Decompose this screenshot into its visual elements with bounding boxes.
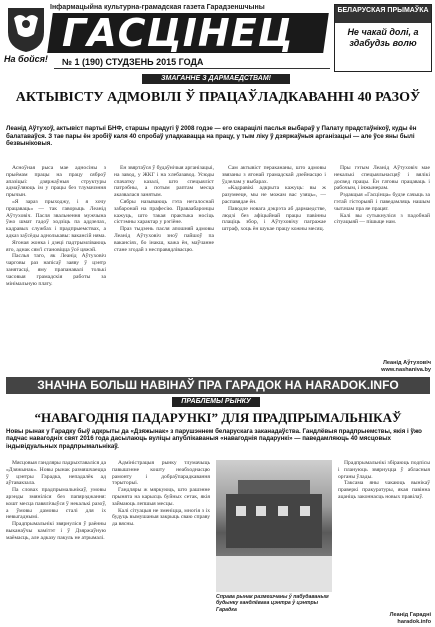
article2-author: Леанід Гарадні haradok.info	[389, 612, 431, 625]
article1-author: Леанід Аўтуховіч www.nashaniva.by	[381, 360, 431, 373]
proverb-header: БЕЛАРУСКАЯ ПРЫМАЎКА	[335, 5, 431, 23]
paragraph: «Кадравікі адкрыта кажуць: вы ж разумееце, мы не можам вас узяць», — распавядае ён.	[222, 185, 326, 205]
paragraph: Калі сітуацыя не зменіцца, многія з іх будуць вымушаныя закрыць сваю справу да вясны.	[112, 507, 210, 528]
paragraph: Па словах прадпрымальнікаў, умовы арэнды змяніліся без папярэджання: кошт месца павялічыўся ў некалькі разоў, а ўмовы дамовы сталі для іх невыгаднымі.	[6, 487, 106, 521]
article1-lede: Леанід Аўтухоў, актывіст партыі БНФ, старшы прадугі ў 2008 годзе — его скарацілі паслья выбараў у Палату прадстаўнікоў, куды ён балатаваўся. З тае пары ён зробіў каля 40 спробаў уладкавацца на працу, у тым ліку ў дзяржаўныя арганізацыі — але ўсе яны былі безвыніковыя.	[6, 125, 417, 148]
website-promo-bar: ЗНАЧНА БОЛЬШ НАВІНАЎ ПРА ГАРАДОК НА HARADOK.INFO	[6, 377, 430, 394]
paragraph: Мясцовыя гандляры падрыхтаваліся да «Дзяжынак». Новы рынак размяшчаецца ў цэнтры Гарадка, непадалёк ад аўтавакзала.	[6, 460, 106, 487]
article2-headline: “НАВАГОДНІЯ ПАДАРУНКІ” ДЛЯ ПРАДПРЫМАЛЬНІКАЎ	[34, 410, 402, 425]
article2-lede: Новы рынак у Гарадку быў адкрыты да «Дзяжынак» з парушэннем беларускага заканадаўства. Гандлёвыя прадпрыемствы, якія і ўжо падчас навагодніх свят 2016 года дасылаюць вуліцы апублікаваныя «навагоднія падарункі» — паведамляюць 40 мясцовых індывідуальных прадпрымальнікаў.	[6, 428, 422, 450]
paragraph: Пры гэтым Леанід Аўтуховіч мае некалькі спецыяльнасцяў і вялікі досвед працы. Ён гатовы працаваць і рабочым, і інжынерам.	[334, 165, 430, 192]
article2-column-2	[112, 460, 210, 624]
photo-building	[226, 494, 322, 548]
paragraph: Праз тыдзень пасля апошняй адмовы Леанід Аўтуховіч зноў пайшоў па вакансіях, бо інакш, кажа ён, маўчанне стане згодай з несправядлівасцю.	[114, 226, 214, 253]
photo-caption: Справа рынак размешчаны ў пабудаваным будынку гандлёвага цэнтра ў цэнтры Гарадка	[216, 594, 329, 613]
masthead-motto: На бойся!	[4, 54, 48, 64]
paragraph: Таксама яны чакаюць вынікаў праверкі пракуратуры, якая павінна ацаніць законнасць новых правілаў.	[338, 480, 430, 500]
article2-column-1	[6, 460, 106, 624]
paragraph: Гандляры ж мяркуюць, што рашэнне прынята на карысць буйных сетак, якія займаюць лепшыя месцы.	[112, 487, 210, 507]
article1-column-2	[114, 165, 214, 375]
paragraph: Асноўная рыса мае адносіны з прыёмам працы на працу сяброў апазіцыі: дзяржаўныя структуры адмаўляюць ім у працы без тлумачэння прычын.	[6, 165, 106, 199]
paragraph: Ягоная жонка і дзеці падтрымліваюць яго, аднак сям'і становіцца ўсё цяжэй.	[6, 239, 106, 253]
paragraph: Паводле новага дэкрэта аб дармаедстве, людзі без афіцыйнай працы павінны плаціць збор, і Аўтуховічу пагражае штраф, хоць ён шукае працу кожны месяц.	[222, 205, 326, 233]
paragraph: Калі вы сутыкнуліся з падобнай сітуацыяй — пішыце нам.	[334, 212, 430, 226]
photo-window	[236, 506, 246, 516]
paragraph: Рэдакцыя «Гасцінца» будзе сачыць за гэтай гісторыяй і паведамляць нашым чытачам пра яе працяг.	[334, 192, 430, 212]
proverb-slogan: Не чакай долі, а здабудзь волю	[347, 27, 419, 48]
section-banner: ЗМАГАННЕ З ДАРМАЕДСТВАМ!	[142, 74, 290, 84]
proverb-box	[334, 4, 432, 72]
article2-section-label: ПРАБЛЕМЫ РЫНКУ	[172, 397, 260, 407]
paragraph: Ён звяртаўся ў будаўнічыя арганізацыі, на завод, у ЖКГ і на хлебазавод. Усюды спачатку казалі, што спецыяліст патрэбны, а потым раптам месца аказвалася занятым.	[114, 165, 214, 199]
article2-column-3	[338, 460, 430, 610]
photo-window	[256, 506, 266, 516]
article1-column-4	[334, 165, 430, 357]
paragraph: Сябры называюць гэта негалоснай забаронай на прафесію. Праваабаронцы кажуць, што такая практыка носіць сістэмны характар у рэгіёне.	[114, 198, 214, 226]
paragraph: Адміністрацыя рынку тлумачыць павышэнне кошту неабходнасцю рамонту і добраўпарадкавання тэрыторыі.	[112, 460, 210, 487]
paragraph: «Я зараз прыходжу, і я хочу працаваць» — так гаворыць Леанід Аўтуховіч. Пасля звальнення мужчына ўжо шмат гадоў ходзіць па аддзелах, кадравых службах і прадпрыемствах, а адказ заўсёды аднолькавы: вакансій няма.	[6, 198, 106, 239]
photo-window	[278, 506, 288, 516]
paragraph: Сам актывіст перакананы, што адмовы звязаны з ягонай грамадскай дзейнасцю і ўдзелам у выбарах.	[222, 165, 326, 185]
paragraph: Прадпрымальнікі звярнуліся ў раённы выканаўчы камітэт і ў Дзяржаўную маёмасць, але адказу пакуль не атрымалі.	[6, 521, 106, 541]
article1-column-3	[222, 165, 326, 375]
coat-of-arms-logo	[4, 4, 48, 54]
paragraph: Прадпрымальнікі збіраюць подпісы і плануюць звярнуцца ў абласныя органы ўлады.	[338, 460, 430, 480]
masthead-tagline: Інфармацыйна культурна-грамадская газета Гарадзеншчыны	[50, 4, 265, 11]
issue-separator	[54, 68, 330, 69]
issue-line: № 1 (190) СТУДЗЕНЬ 2015 ГОДА	[62, 57, 204, 67]
photo-ground	[216, 556, 332, 592]
paragraph: Паслья таго, як Леанід Аўтуховіч чарговы раз напісаў заяву ў цэнтр занятасці, яму прапанавалі толькі часовыя грамадскія работы за мінімальную плату.	[6, 253, 106, 287]
market-building-photo	[216, 460, 332, 592]
photo-window	[300, 506, 310, 516]
article1-headline: АКТЫВІСТУ АДМОВІЛІ Ў ПРАЦАЎЛАДКАВАННІ 40 РАЗОЎ	[15, 90, 421, 105]
masthead-title: ГАСЦІНЕЦ	[62, 11, 294, 55]
article1-column-1	[6, 165, 106, 375]
